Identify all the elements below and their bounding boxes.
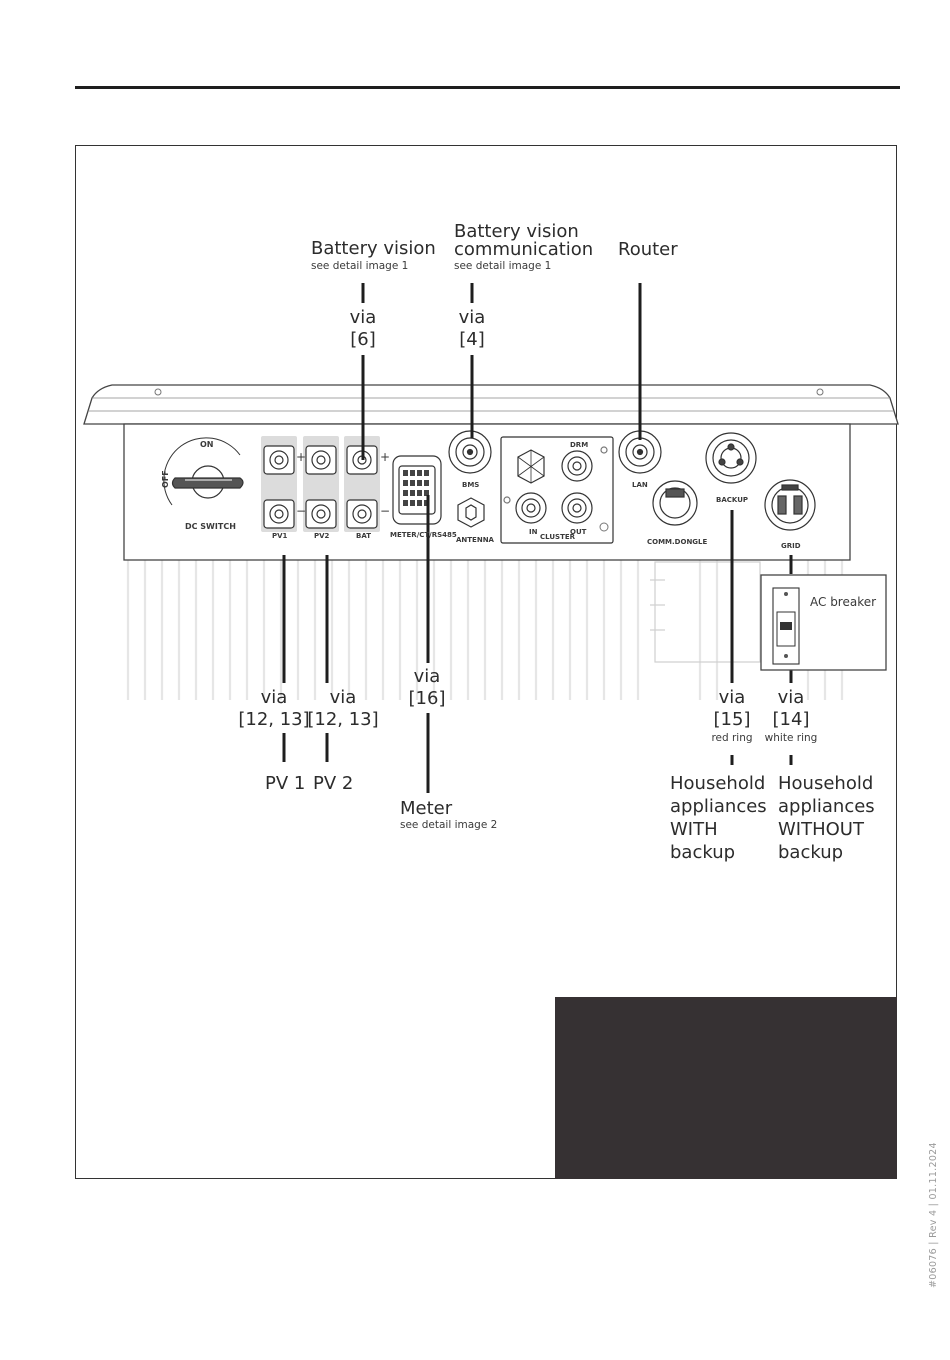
bat-minus-sign: −	[380, 504, 391, 518]
pv1-via: via	[260, 687, 288, 708]
backup-via: via	[718, 687, 746, 708]
cluster-out-label: OUT	[570, 528, 587, 536]
antenna-port-label: ANTENNA	[456, 536, 494, 544]
battery-comm-title-1: Battery vision	[454, 221, 579, 242]
document-id: #06076 | Rev 4 | 01.11.2024	[928, 1142, 939, 1288]
cluster-in-label: IN	[529, 528, 538, 536]
battery-comm-ref: [4]	[459, 329, 485, 350]
antenna-port	[458, 498, 484, 527]
dc-switch-label: DC SWITCH	[185, 522, 236, 531]
ac-breaker-box	[761, 575, 886, 670]
comm-dongle-port	[653, 481, 697, 525]
battery-comm-via: via	[458, 307, 486, 328]
lan-port-label: LAN	[632, 481, 648, 489]
pv1-port-label: PV1	[272, 532, 288, 540]
pv1-ref: [12, 13]	[238, 709, 310, 730]
backup-line-4: backup	[670, 842, 736, 863]
backup-ref: [15]	[713, 709, 751, 730]
drm-port-label: DRM	[570, 441, 589, 449]
battery-vision-title: Battery vision	[311, 238, 436, 259]
backup-line-3: WITH	[670, 819, 718, 840]
backup-connector	[706, 433, 756, 483]
battery-comm-title-2: communication	[454, 239, 594, 260]
comm-dongle-label: COMM.DONGLE	[647, 538, 708, 546]
cluster-plate	[501, 437, 613, 543]
ac-breaker-label: AC breaker	[810, 595, 877, 609]
battery-vision-via: via	[349, 307, 377, 328]
bms-port-label: BMS	[462, 481, 480, 489]
grid-line-3: WITHOUT	[778, 819, 864, 840]
bms-gland	[449, 431, 491, 473]
router-title: Router	[618, 239, 678, 260]
pv-plus-sign: +	[296, 450, 307, 464]
grid-port-label: GRID	[781, 542, 801, 550]
backup-ring: red ring	[711, 732, 753, 744]
pv2-port-label: PV2	[314, 532, 330, 540]
bat-port-label: BAT	[356, 532, 371, 540]
switch-off-label: OFF	[161, 470, 170, 488]
backup-line-2: appliances	[670, 796, 767, 817]
grid-ref: [14]	[772, 709, 810, 730]
meter-title: Meter	[400, 798, 453, 819]
inverter-lid	[84, 385, 898, 424]
battery-comm-detail: see detail image 1	[454, 260, 552, 272]
heat-sink-fins	[128, 560, 842, 700]
meter-ref: [16]	[408, 688, 446, 709]
grid-via: via	[777, 687, 805, 708]
bat-plus-sign: +	[380, 450, 391, 464]
grid-line-1: Household	[778, 773, 874, 794]
pv2-title: PV 2	[313, 773, 354, 794]
pv-minus-sign: −	[296, 504, 307, 518]
battery-vision-detail: see detail image 1	[311, 260, 409, 272]
meter-connector	[393, 456, 441, 524]
grid-line-4: backup	[778, 842, 844, 863]
pv2-ref: [12, 13]	[307, 709, 379, 730]
backup-port-label: BACKUP	[716, 496, 749, 504]
backup-line-1: Household	[670, 773, 766, 794]
meter-via: via	[413, 666, 441, 687]
meter-port-label: METER/CT/RS485	[390, 531, 457, 539]
grid-connector	[765, 480, 815, 530]
pv2-via: via	[329, 687, 357, 708]
grid-line-2: appliances	[778, 796, 875, 817]
pv1-title: PV 1	[265, 773, 306, 794]
battery-vision-ref: [6]	[350, 329, 376, 350]
switch-on-label: ON	[200, 440, 214, 449]
grid-ring: white ring	[764, 732, 818, 744]
meter-detail: see detail image 2	[400, 819, 498, 831]
cluster-label: CLUSTER	[540, 533, 576, 541]
